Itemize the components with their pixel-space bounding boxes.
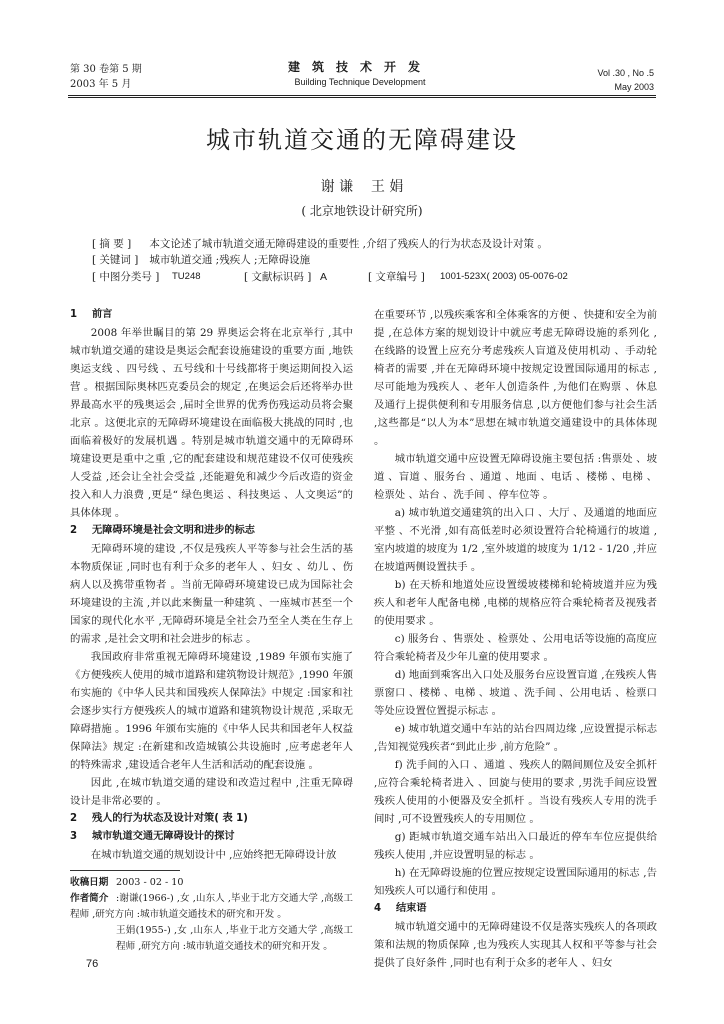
abstract [92,236,652,252]
keywords-text: 城市轨道交通 ;残疾人 ;无障碍设施 [149,254,311,266]
articleno-label: [ 文章编号 ] [368,271,425,283]
abstract-text: 本文论述了城市轨道交通无障碍建设的重要性 ,介绍了残疾人的行为状态及设计对策 。 [149,238,548,250]
running-header-center [250,58,470,87]
section-heading [70,828,353,846]
footnote-received [70,875,353,891]
section-number: 3 [70,831,78,842]
left-column [70,306,353,952]
paragraph: 在重要环节 ,以残疾乘客和全体乘客的方便 、快捷和安全为前提 ,在总体方案的规划设计中就应考虑无障碍设施的系列化 ,在线路的设置上应充分考虑残疾人盲道及使用机动 、手动轮椅者的需要 ,并在无障碍环境中按规定设置国际通用的标志 ,尽可能地为残疾人 、老年人创造条件 ,为他们在购票 、休息及通行上提供便利和专用服务信息 ,以方便他们参与社会生活 ,这些都是“以人为本”思想在城市轨道交通建设中的具体体现 。 [374,309,657,447]
keywords [92,252,652,268]
article-title: 城市轨道交通的无障碍建设 [206,126,518,154]
paragraph: 我国政府非常重视无障碍环境建设 ,1989 年颁布实施了《方便残疾人使用的城市道路和建筑物设计规范》,1990 年颁布实施的《中华人民共和国残疾人保障法》中规定 :国家和社会逐步实行方便残疾人的城市道路和建筑物设计规范 ,采取无障碍措施 。1996 年颁布实施的《中华人民共和国老年人权益保障法》规定 :在新建和改造城镇公共设施时 ,应考虑老年人的特殊需求 ,建设适合老年人生活和活动的配套设施 。 [70,651,353,771]
author-bio: :谢谦(1966-) ,女 ,山东人 ,毕业于北方交通大学 ,高级工程师 ,研究方向 :城市轨道交通技术的研究和开发 。 [70,893,353,920]
footnote-label: 收稿日期 [70,877,109,888]
running-header-right [597,66,654,94]
classification-row [92,269,652,285]
section-heading [70,522,353,540]
paragraph: 城市轨道交通中应设置无障碍设施主要包括 :售票处 、坡道 、盲道 、服务台 、通道 、地面 、电话 、楼梯 、电梯 、检票处 、站台 、洗手间 、停车位等 。 [374,453,657,501]
doccode-label: [ 文献标识码 ] [244,271,312,283]
paragraph: 因此 ,在城市轨道交通的建设和改造过程中 ,注重无障碍设计是非常必要的 。 [70,777,353,807]
footnote-rule [70,870,180,871]
right-column [374,306,657,969]
volume-cn: 第 30 卷第 5 期 [70,64,142,75]
list-item: a) 城市轨道交通建筑的出入口 、大厅 、及通道的地面应平整 、不光滑 ,如有高低差时必须设置符合轮椅通行的坡道 ,室内坡道的坡度为 1/2 ,室外坡道的坡度为 1/12 - 1/20 ,并应在坡道两侧设置扶手 。 [374,507,657,573]
paragraph: 在城市轨道交通的规划设计中 ,应始终把无障碍设计放 [90,849,337,861]
section-title: 城市轨道交通无障碍设计的探讨 [92,831,235,842]
section-number: 2 [70,525,78,536]
list-item: g) 距城市轨道交通车站出入口最近的停车车位应提供给残疾人使用 ,并应设置明显的标志 。 [374,831,657,861]
section-title: 残人的行为状态及设计对策( 表 1) [92,813,248,824]
received-date: 2003 - 02 - 10 [116,877,184,888]
paragraph: 城市轨道交通中的无障碍建设不仅是落实残疾人的各项政策和法规的物质保障 ,也为残疾人实现其人权和平等参与社会提供了良好条件 ,同时也有利于众多的老年人 、妇女 [374,921,657,969]
section-number: 1 [70,309,78,320]
affiliation: ( 北京地铁设计研究所) [301,204,423,218]
author-bio: 王娟(1955-) ,女 ,山东人 ,毕业于北方交通大学 ,高级工程师 ,研究方向 :城市轨道交通技术的研究和开发 。 [116,925,353,952]
clc-value: TU248 [172,271,201,282]
running-header-left [70,62,142,92]
paragraph: 无障碍环境的建设 ,不仅是残疾人平等参与社会生活的基本物质保证 ,同时也有利于众多的老年人 、妇女 、幼儿 、伤病人以及携带重物者 。当前无障碍环境建设已成为国际社会环境建设的主流 ,并以此来衡量一种建筑 、一座城市甚至一个国家的现代化水平 ,无障碍环境是全社会乃至全人类在生存上的需求 ,是社会文明和社会进步的标志 。 [70,543,353,645]
section-heading [70,306,353,324]
date-cn: 2003 年 5 月 [70,79,132,90]
footnote-author [70,891,353,955]
journal-title-en: Building Technique Development [294,77,426,87]
doccode-value: A [320,271,328,283]
clc-label: [ 中图分类号 ] [92,271,160,283]
date-en: May 2003 [614,82,654,92]
list-item: h) 在无障碍设施的位置应按规定设置国际通用的标志 ,告知残疾人可以通行和使用 。 [374,867,657,897]
section-heading [70,810,353,828]
list-item: b) 在天桥和地道处应设置缓坡楼梯和轮椅坡道并应为残疾人和老年人配备电梯 ,电梯的规格应符合乘轮椅者及视残者的使用要求 。 [374,579,657,627]
section-heading [374,900,657,918]
page-number: 76 [86,958,99,970]
footnote-label: 作者简介 [70,893,109,904]
section-title: 结束语 [396,903,427,914]
abstract-label: [ 摘 要 ] [92,238,132,250]
list-item: d) 地面到乘客出入口处及服务台应设置盲道 ,在残疾人售票窗口 、楼梯 、电梯 、坡道 、洗手间 、公用电话 、检票口等处应设置位置提示标志 。 [374,669,657,717]
section-title: 前言 [92,309,113,320]
section-number: 4 [374,903,382,914]
section-number: 2 [70,813,78,824]
keywords-label: [ 关键词 ] [92,254,139,266]
header-rule-bottom [68,97,656,98]
articleno-value: 1001-523X( 2003) 05-0076-02 [440,271,568,282]
list-item: e) 城市轨道交通中车站的站台四周边缘 ,应设置提示标志 ,告知视觉残疾者“到此止步 ,前方危险” 。 [374,723,657,753]
header-rule-top [68,95,656,96]
list-item: f) 洗手间的入口 、通道 、残疾人的隔间厕位及安全抓杆 ,应符合乘轮椅者进入 、回旋与使用的要求 ,男洗手间应设置残疾人使用的小便器及安全抓杆 。当设有残疾人专用的洗手间时 ,可不设置残疾人的专用厕位 。 [374,759,657,825]
volume-en: Vol .30 , No .5 [597,68,654,78]
section-title: 无障碍环境是社会文明和进步的标志 [92,525,255,536]
authors: 谢 谦 王 娟 [320,179,404,195]
list-item: c) 服务台 、售票处 、检票处 、公用电话等设施的高度应符合乘轮椅者及少年儿童的使用要求 。 [374,633,657,663]
paragraph: 2008 年举世瞩目的第 29 界奥运会将在北京举行 ,其中城市轨道交通的建设是奥运会配套设施建设的重要方面 ,地铁奥运支线 、四号线 、五号线和十号线都将于奥运期间投入运营 。根据国际奥林匹克委员会的规定 ,在奥运会后还将举办世界最高水平的残奥运会 ,届时全世界的优秀伤残运动员将会聚北京 。这便北京的无障碍环境建设在面临极大挑战的同时 ,也面临着极好的发展机遇 。特别是城市轨道交通中的无障碍环境建设更是重中之重 ,它的配套建设和规范建设不仅可使残疾人受益 ,还会让全社会受益 ,还能避免和减少今后改造的资金投入和人力浪费 ,更是“ 绿色奥运 、科技奥运 、人文奥运”的具体体现 。 [70,327,353,519]
journal-title-cn: 建筑技术开发 [287,60,432,74]
